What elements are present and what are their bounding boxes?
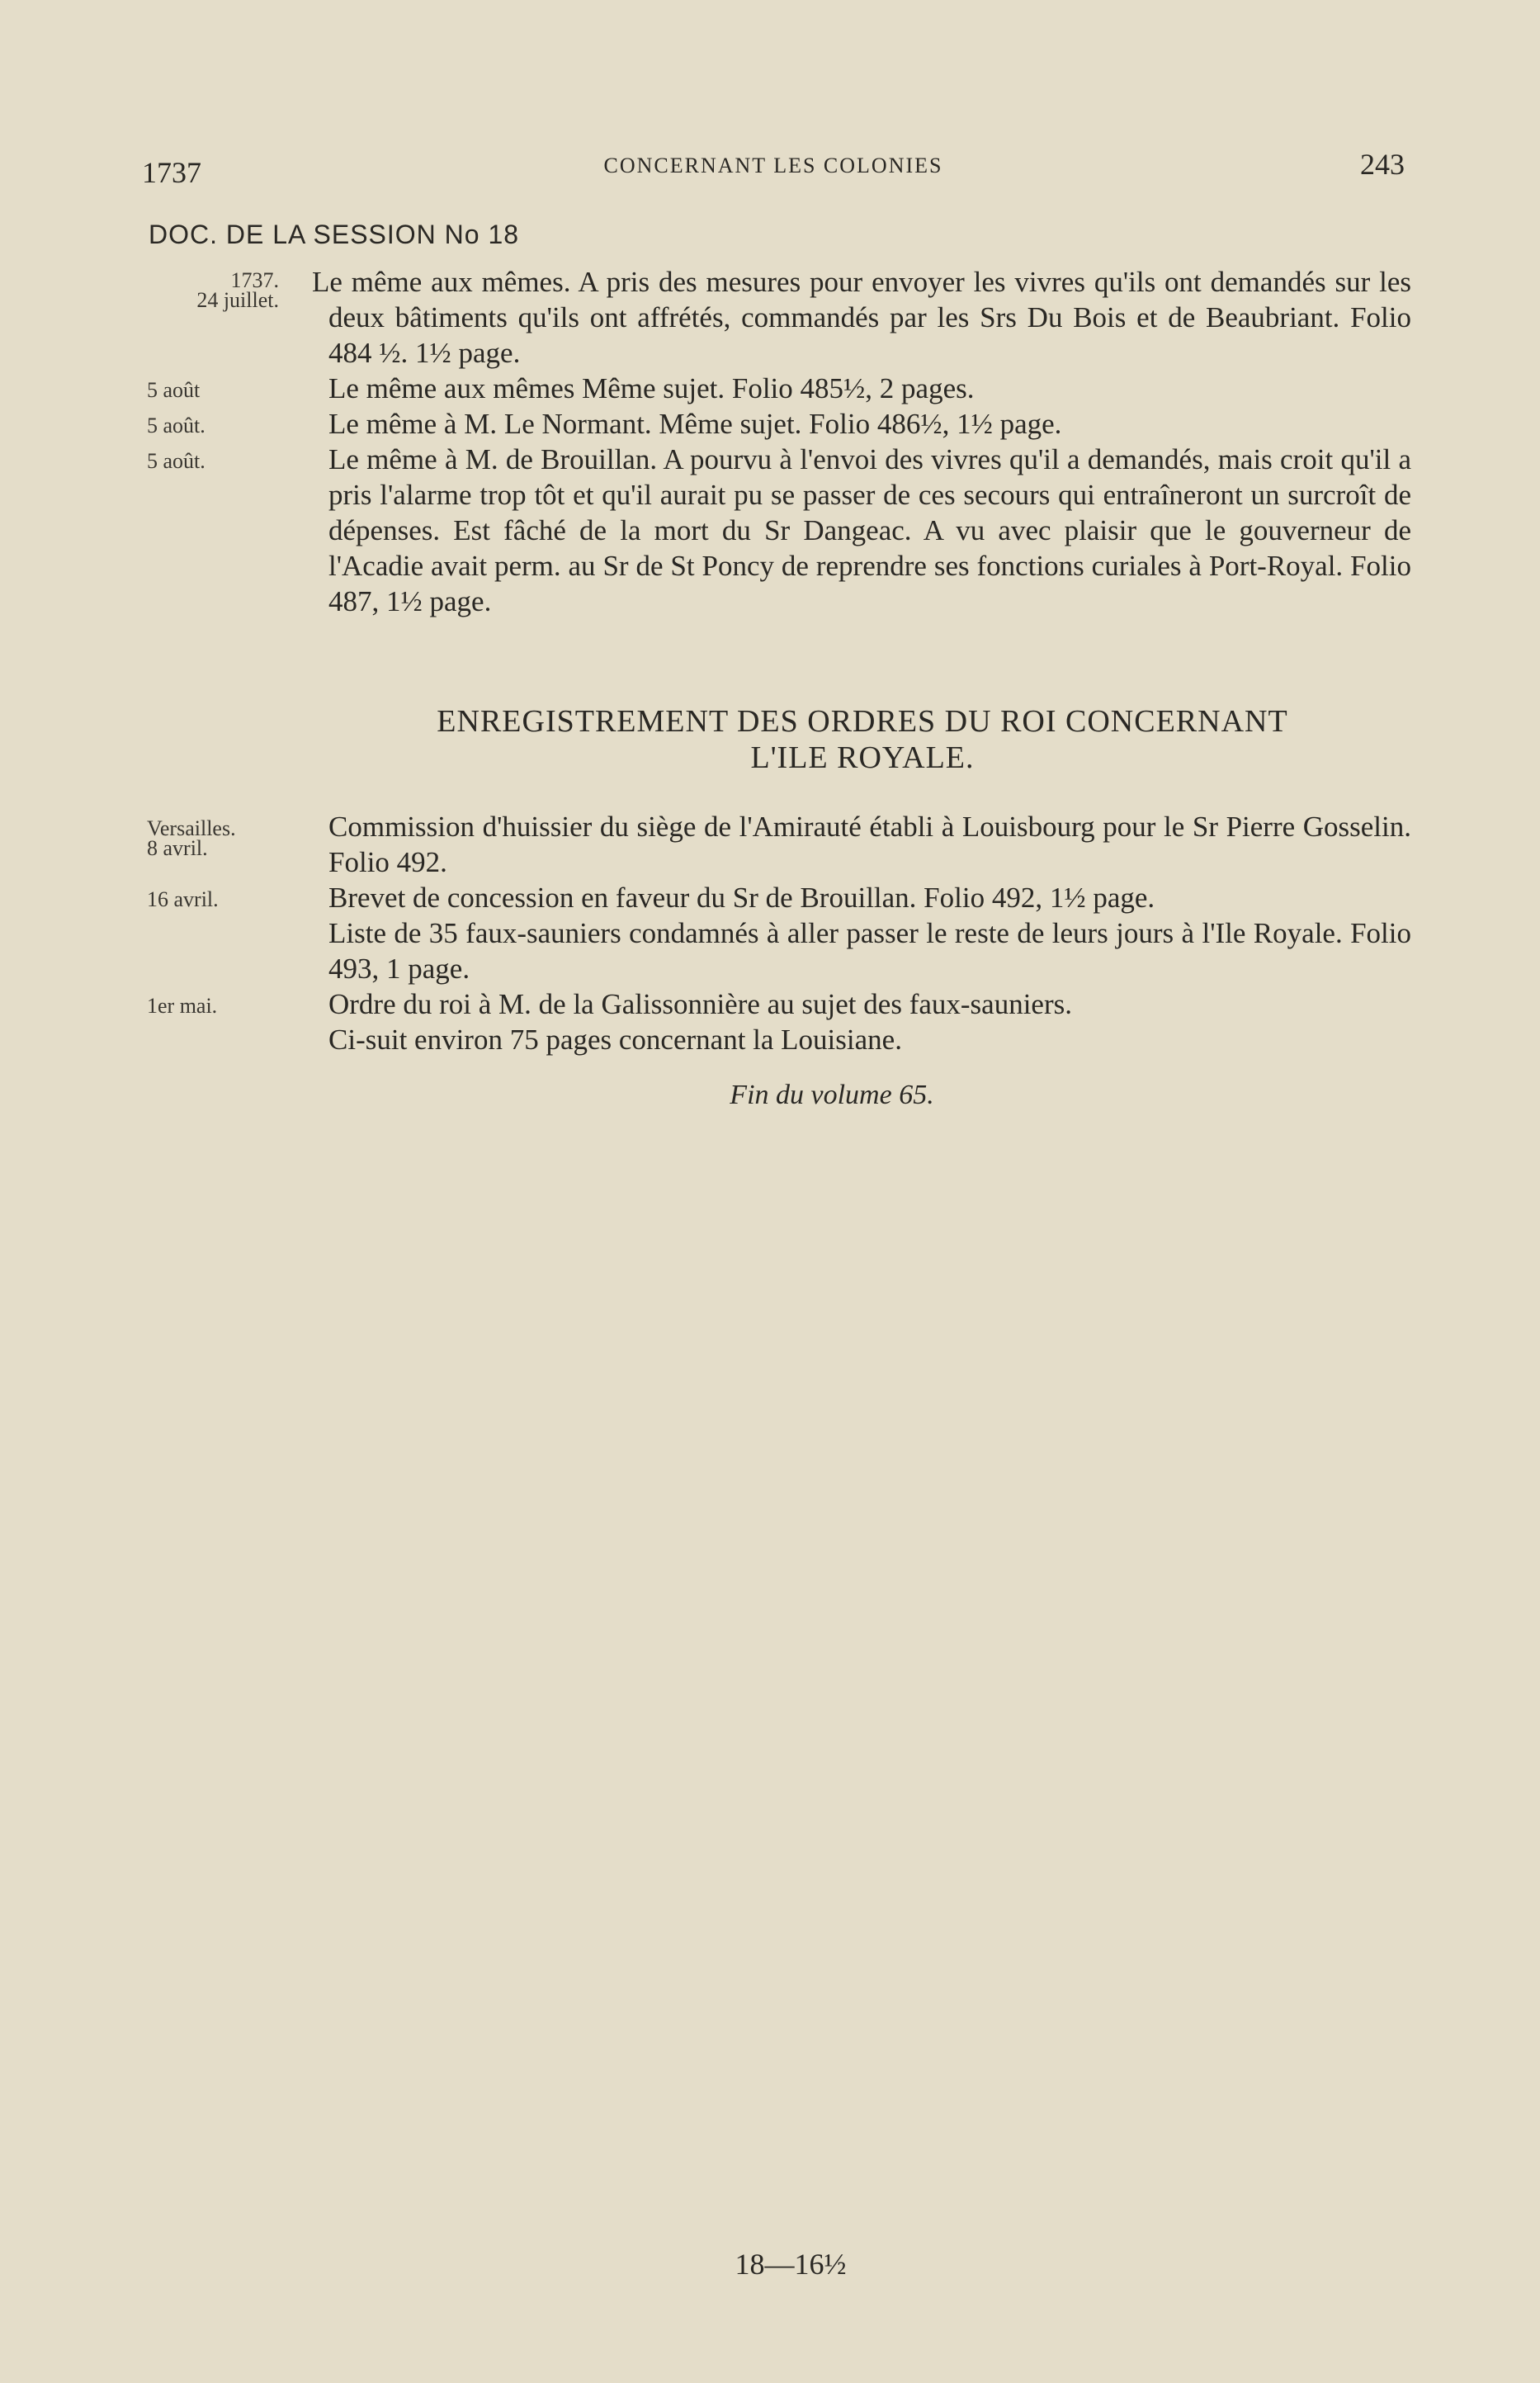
entry-text: Liste de 35 faux-sauniers condamnés à aller passer le reste de leurs jours à l'Ile Royale. Folio 493, 1 page. (328, 917, 1411, 985)
entry (124, 406, 1411, 442)
page-number: 243 (1360, 148, 1405, 181)
end-note: Fin du volume 65. (730, 1080, 934, 1110)
entry-text: Ordre du roi à M. de la Galissonnière au sujet des faux-sauniers. (328, 988, 1072, 1020)
entry-date: 16 avril. (147, 887, 219, 911)
entry (124, 1022, 1411, 1057)
entry (124, 809, 1411, 880)
entries-group-1 (124, 264, 1411, 619)
running-header (142, 147, 1405, 196)
entries-group-2 (124, 809, 1411, 1057)
entry-date: 1737. 24 juillet. (196, 268, 279, 312)
entry-text: Commission d'huissier du siège de l'Amirauté établi à Louisbourg pour le Sr Pierre Gosselin. Folio 492. (328, 811, 1411, 878)
section-title-line-1: ENREGISTREMENT DES ORDRES DU ROI CONCERNANT (437, 704, 1288, 739)
section-title-line-2: L'ILE ROYALE. (750, 740, 975, 775)
entry (124, 442, 1411, 619)
entry-text: Le même aux mêmes Même sujet. Folio 485½, 2 pages. (328, 372, 975, 404)
header-title: CONCERNANT LES COLONIES (603, 154, 943, 177)
entry (124, 986, 1411, 1022)
entry-date: 5 août. (147, 414, 205, 437)
entry (124, 371, 1411, 406)
entry-text: Le même à M. de Brouillan. A pourvu à l'envoi des vivres qu'il a demandés, mais croit qu'il a pris l'alarme trop tôt et qu'il aurait pu se passer de ces secours qui entraîneront un surcroît de dépenses. Est fâché de la mort du Sr Dangeac. A vu avec plaisir que le gouverneur de l'Acadie avait perm. au Sr de St Poncy de reprendre ses fonctions curiales à Port-Royal. Folio 487, 1½ page. (328, 443, 1411, 617)
entry-date: Versailles. 8 avril. (147, 816, 236, 860)
entry-date: 5 août. (147, 449, 205, 473)
entry (124, 915, 1411, 986)
signature-mark: 18—16½ (735, 2248, 847, 2281)
session-heading: DOC. DE LA SESSION No 18 (149, 220, 520, 249)
entry-text: Brevet de concession en faveur du Sr de Brouillan. Folio 492, 1½ page. (328, 882, 1155, 914)
entry-text: Le même à M. Le Normant. Même sujet. Folio 486½, 1½ page. (328, 408, 1062, 440)
entry-text: Ci-suit environ 75 pages concernant la Louisiane. (328, 1024, 902, 1056)
entry-date: 5 août (147, 378, 201, 402)
header-year: 1737 (142, 156, 201, 189)
entry-text: Le même aux mêmes. A pris des mesures pour envoyer les vivres qu'ils ont demandés sur les deux bâtiments qu'ils ont affrétés, commandés par les Srs Du Bois et de Beaubriant. Folio 484 ½. 1½ page. (312, 266, 1411, 369)
section-title (314, 703, 1411, 776)
entry (124, 880, 1411, 915)
entry-date: 1er mai. (147, 994, 218, 1018)
entry (124, 264, 1411, 371)
